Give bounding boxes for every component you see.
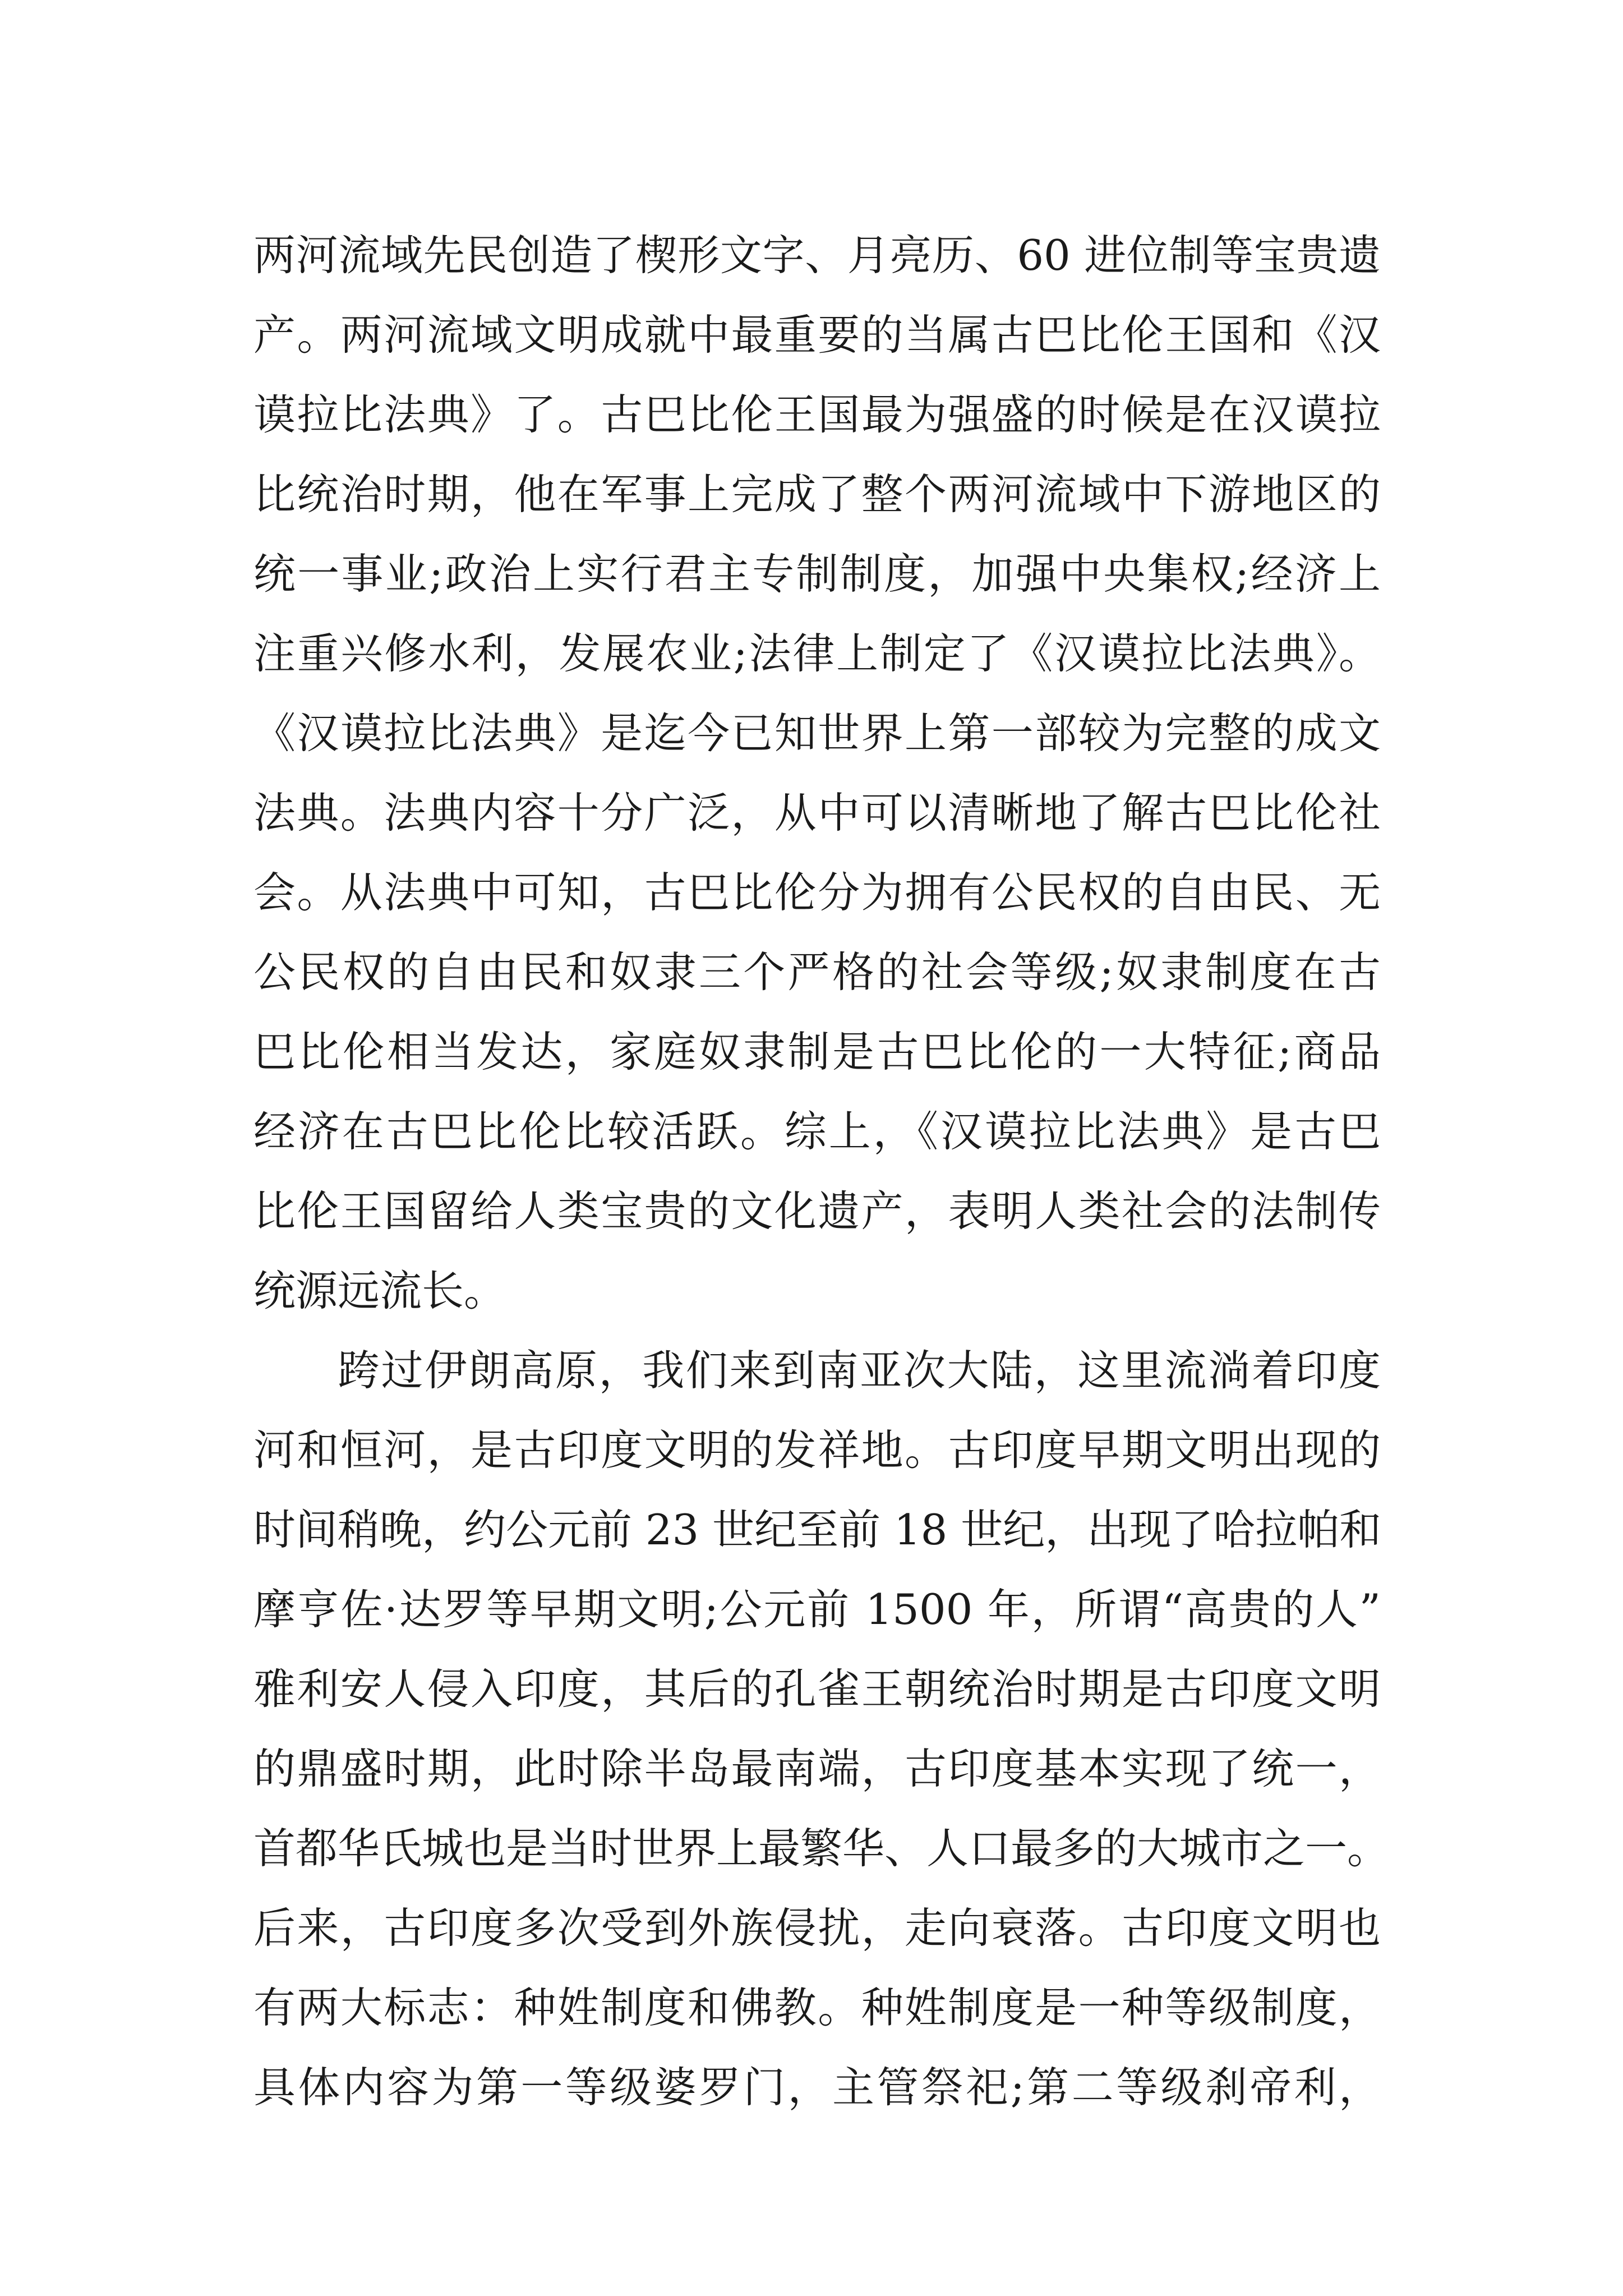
- text-line: 跨过伊朗高原，我们来到南亚次大陆，这里流淌着印度: [338, 1346, 1381, 1395]
- text-line: 统一事业;政治上实行君主专制制度，加强中央集权;经济上: [253, 549, 1381, 599]
- text-line: 巴比伦相当发达，家庭奴隶制是古巴比伦的一大特征;商品: [253, 1027, 1381, 1076]
- text-line: 摩亨佐·达罗等早期文明;公元前 1500 年，所谓“高贵的人”: [253, 1585, 1381, 1634]
- text-line: 后来，古印度多次受到外族侵扰，走向衰落。古印度文明也: [253, 1903, 1381, 1953]
- text-line: 雅利安人侵入印度，其后的孔雀王朝统治时期是古印度文明: [253, 1664, 1381, 1714]
- text-line: 比统治时期，他在军事上完成了整个两河流域中下游地区的: [253, 470, 1381, 519]
- text-line: 经济在古巴比伦比较活跃。综上，《汉谟拉比法典》是古巴: [253, 1107, 1381, 1156]
- body-text: [253, 215, 1390, 2127]
- text-line: 时间稍晚，约公元前 23 世纪至前 18 世纪，出现了哈拉帕和: [253, 1505, 1382, 1554]
- text-line: 河和恒河，是古印度文明的发祥地。古印度早期文明出现的: [253, 1425, 1381, 1475]
- text-line: 法典。法典内容十分广泛，从中可以清晰地了解古巴比伦社: [253, 788, 1381, 838]
- text-line: 会。从法典中可知，古巴比伦分为拥有公民权的自由民、无: [253, 868, 1381, 917]
- text-line: 统源远流长。: [253, 1266, 506, 1315]
- text-line: 《汉谟拉比法典》是迄今已知世界上第一部较为完整的成文: [253, 708, 1381, 758]
- text-line: 公民权的自由民和奴隶三个严格的社会等级;奴隶制度在古: [253, 947, 1381, 997]
- text-line: 的鼎盛时期，此时除半岛最南端，古印度基本实现了统一，: [253, 1744, 1381, 1793]
- text-line: 有两大标志：种姓制度和佛教。种姓制度是一种等级制度，: [253, 1983, 1381, 2032]
- text-line: 产。两河流域文明成就中最重要的当属古巴比伦王国和《汉: [253, 310, 1381, 360]
- text-line: 注重兴修水利，发展农业;法律上制定了《汉谟拉比法典》。: [253, 629, 1381, 678]
- text-line: 首都华氏城也是当时世界上最繁华、人口最多的大城市之一。: [253, 1824, 1390, 1873]
- text-line: 具体内容为第一等级婆罗门，主管祭祀;第二等级刹帝利，: [253, 2063, 1381, 2112]
- text-line: 比伦王国留给人类宝贵的文化遗产，表明人类社会的法制传: [253, 1186, 1381, 1236]
- text-line: 谟拉比法典》了。古巴比伦王国最为强盛的时候是在汉谟拉: [253, 390, 1381, 439]
- text-line: 两河流域先民创造了楔形文字、月亮历、60 进位制等宝贵遗: [253, 231, 1381, 280]
